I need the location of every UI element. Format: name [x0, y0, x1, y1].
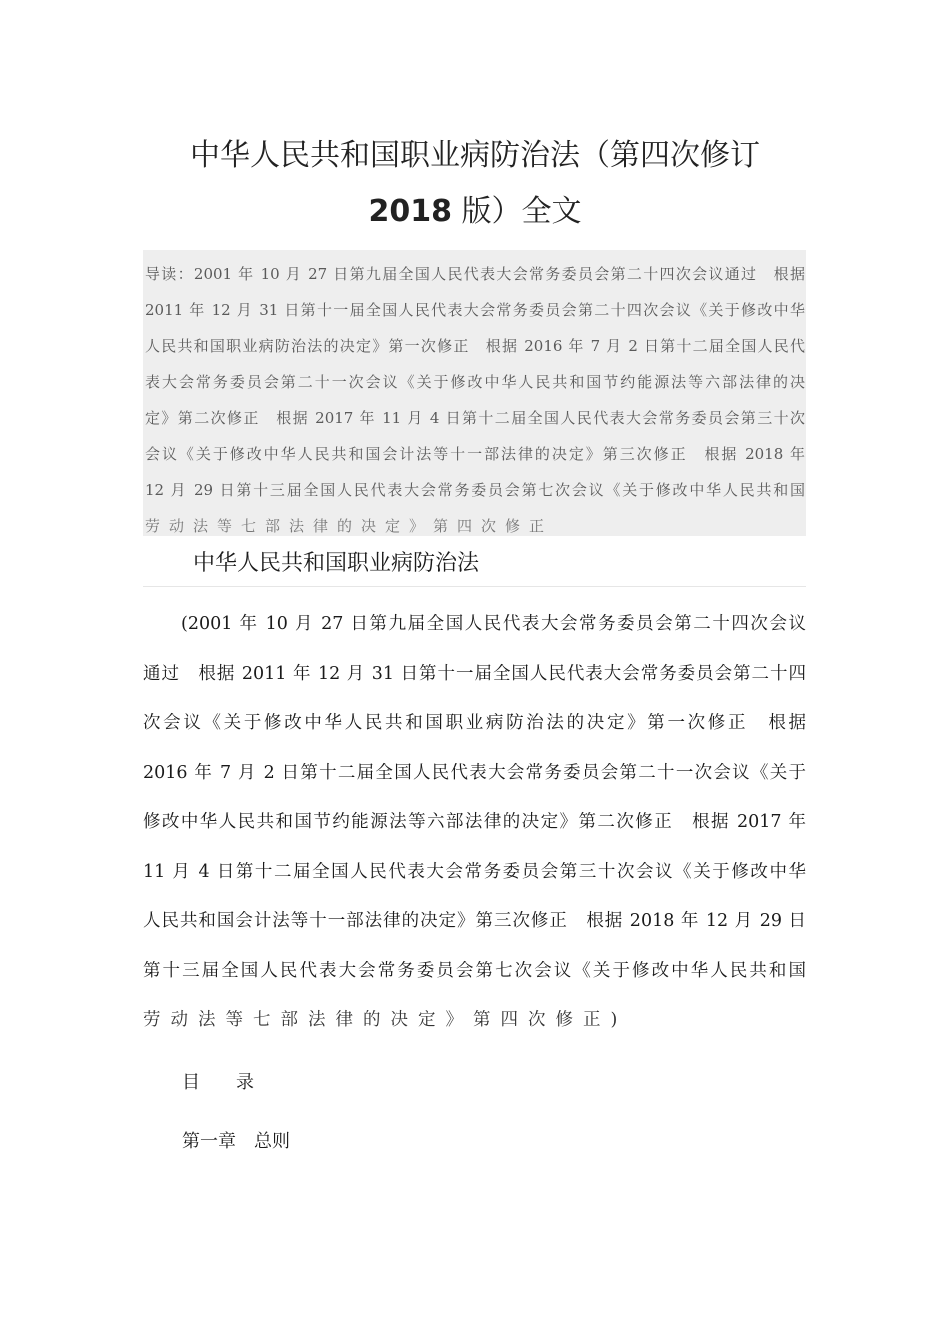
toc-item-chapter-1[interactable]: 第一章 总则	[182, 1131, 290, 1152]
summary-line: 导读：2001 年 10 月 27 日第九届全国人民代表大会常务委员会第二十四次会议通过 根据	[145, 265, 805, 283]
preamble-line: 人民共和国会计法等十一部法律的决定》第三次修正 根据 2018 年 12 月 29 日	[143, 911, 806, 931]
preamble-line: 修改中华人民共和国节约能源法等六部法律的决定》第二次修正 根据 2017 年	[143, 812, 806, 832]
preamble-line: 2016 年 7 月 2 日第十二届全国人民代表大会常务委员会第二十一次会议《关于	[143, 762, 806, 783]
preamble-line: 第十三届全国人民代表大会常务委员会第七次会议《关于修改中华人民共和国	[143, 960, 806, 981]
title-year: 2018	[368, 194, 452, 229]
title-line-2	[145, 184, 805, 240]
summary-line: 12 月 29 日第十三届全国人民代表大会常务委员会第七次会议《关于修改中华人民共和国	[145, 481, 805, 499]
summary-line: 2011 年 12 月 31 日第十一届全国人民代表大会常务委员会第二十四次会议《关于修改中华	[145, 301, 805, 319]
law-heading	[143, 544, 806, 587]
summary-line: 定》第二次修正 根据 2017 年 11 月 4 日第十二届全国人民代表大会常务委员会第三十次	[145, 409, 805, 427]
document-title	[145, 128, 805, 240]
summary-box	[143, 250, 806, 536]
preamble-line: 次会议《关于修改中华人民共和国职业病防治法的决定》第一次修正 根据	[143, 713, 806, 733]
summary-line: 劳动法等七部法律的决定》第四次修正	[145, 517, 554, 535]
preamble-line: 通过 根据 2011 年 12 月 31 日第十一届全国人民代表大会常务委员会第二十四	[143, 663, 806, 684]
law-preamble	[143, 600, 806, 1046]
toc-heading: 目 录	[182, 1072, 254, 1093]
title-line-2-rest: 版）全文	[451, 194, 582, 229]
summary-line: 表大会常务委员会第二十一次会议《关于修改中华人民共和国节约能源法等六部法律的决	[145, 373, 805, 391]
summary-line: 人民共和国职业病防治法的决定》第一次修正 根据 2016 年 7 月 2 日第十二届全国人民代	[145, 337, 805, 355]
summary-line: 会议《关于修改中华人民共和国会计法等十一部法律的决定》第三次修正 根据 2018 年	[145, 445, 805, 463]
title-line-1: 中华人民共和国职业病防治法（第四次修订	[190, 138, 760, 173]
preamble-line: 劳动法等七部法律的决定》第四次修正)	[143, 1010, 628, 1030]
law-heading-text: 中华人民共和国职业病防治法	[193, 551, 480, 576]
preamble-line: 11 月 4 日第十二届全国人民代表大会常务委员会第三十次会议《关于修改中华	[143, 861, 806, 882]
preamble-line: (2001 年 10 月 27 日第九届全国人民代表大会常务委员会第二十四次会议	[181, 614, 806, 634]
